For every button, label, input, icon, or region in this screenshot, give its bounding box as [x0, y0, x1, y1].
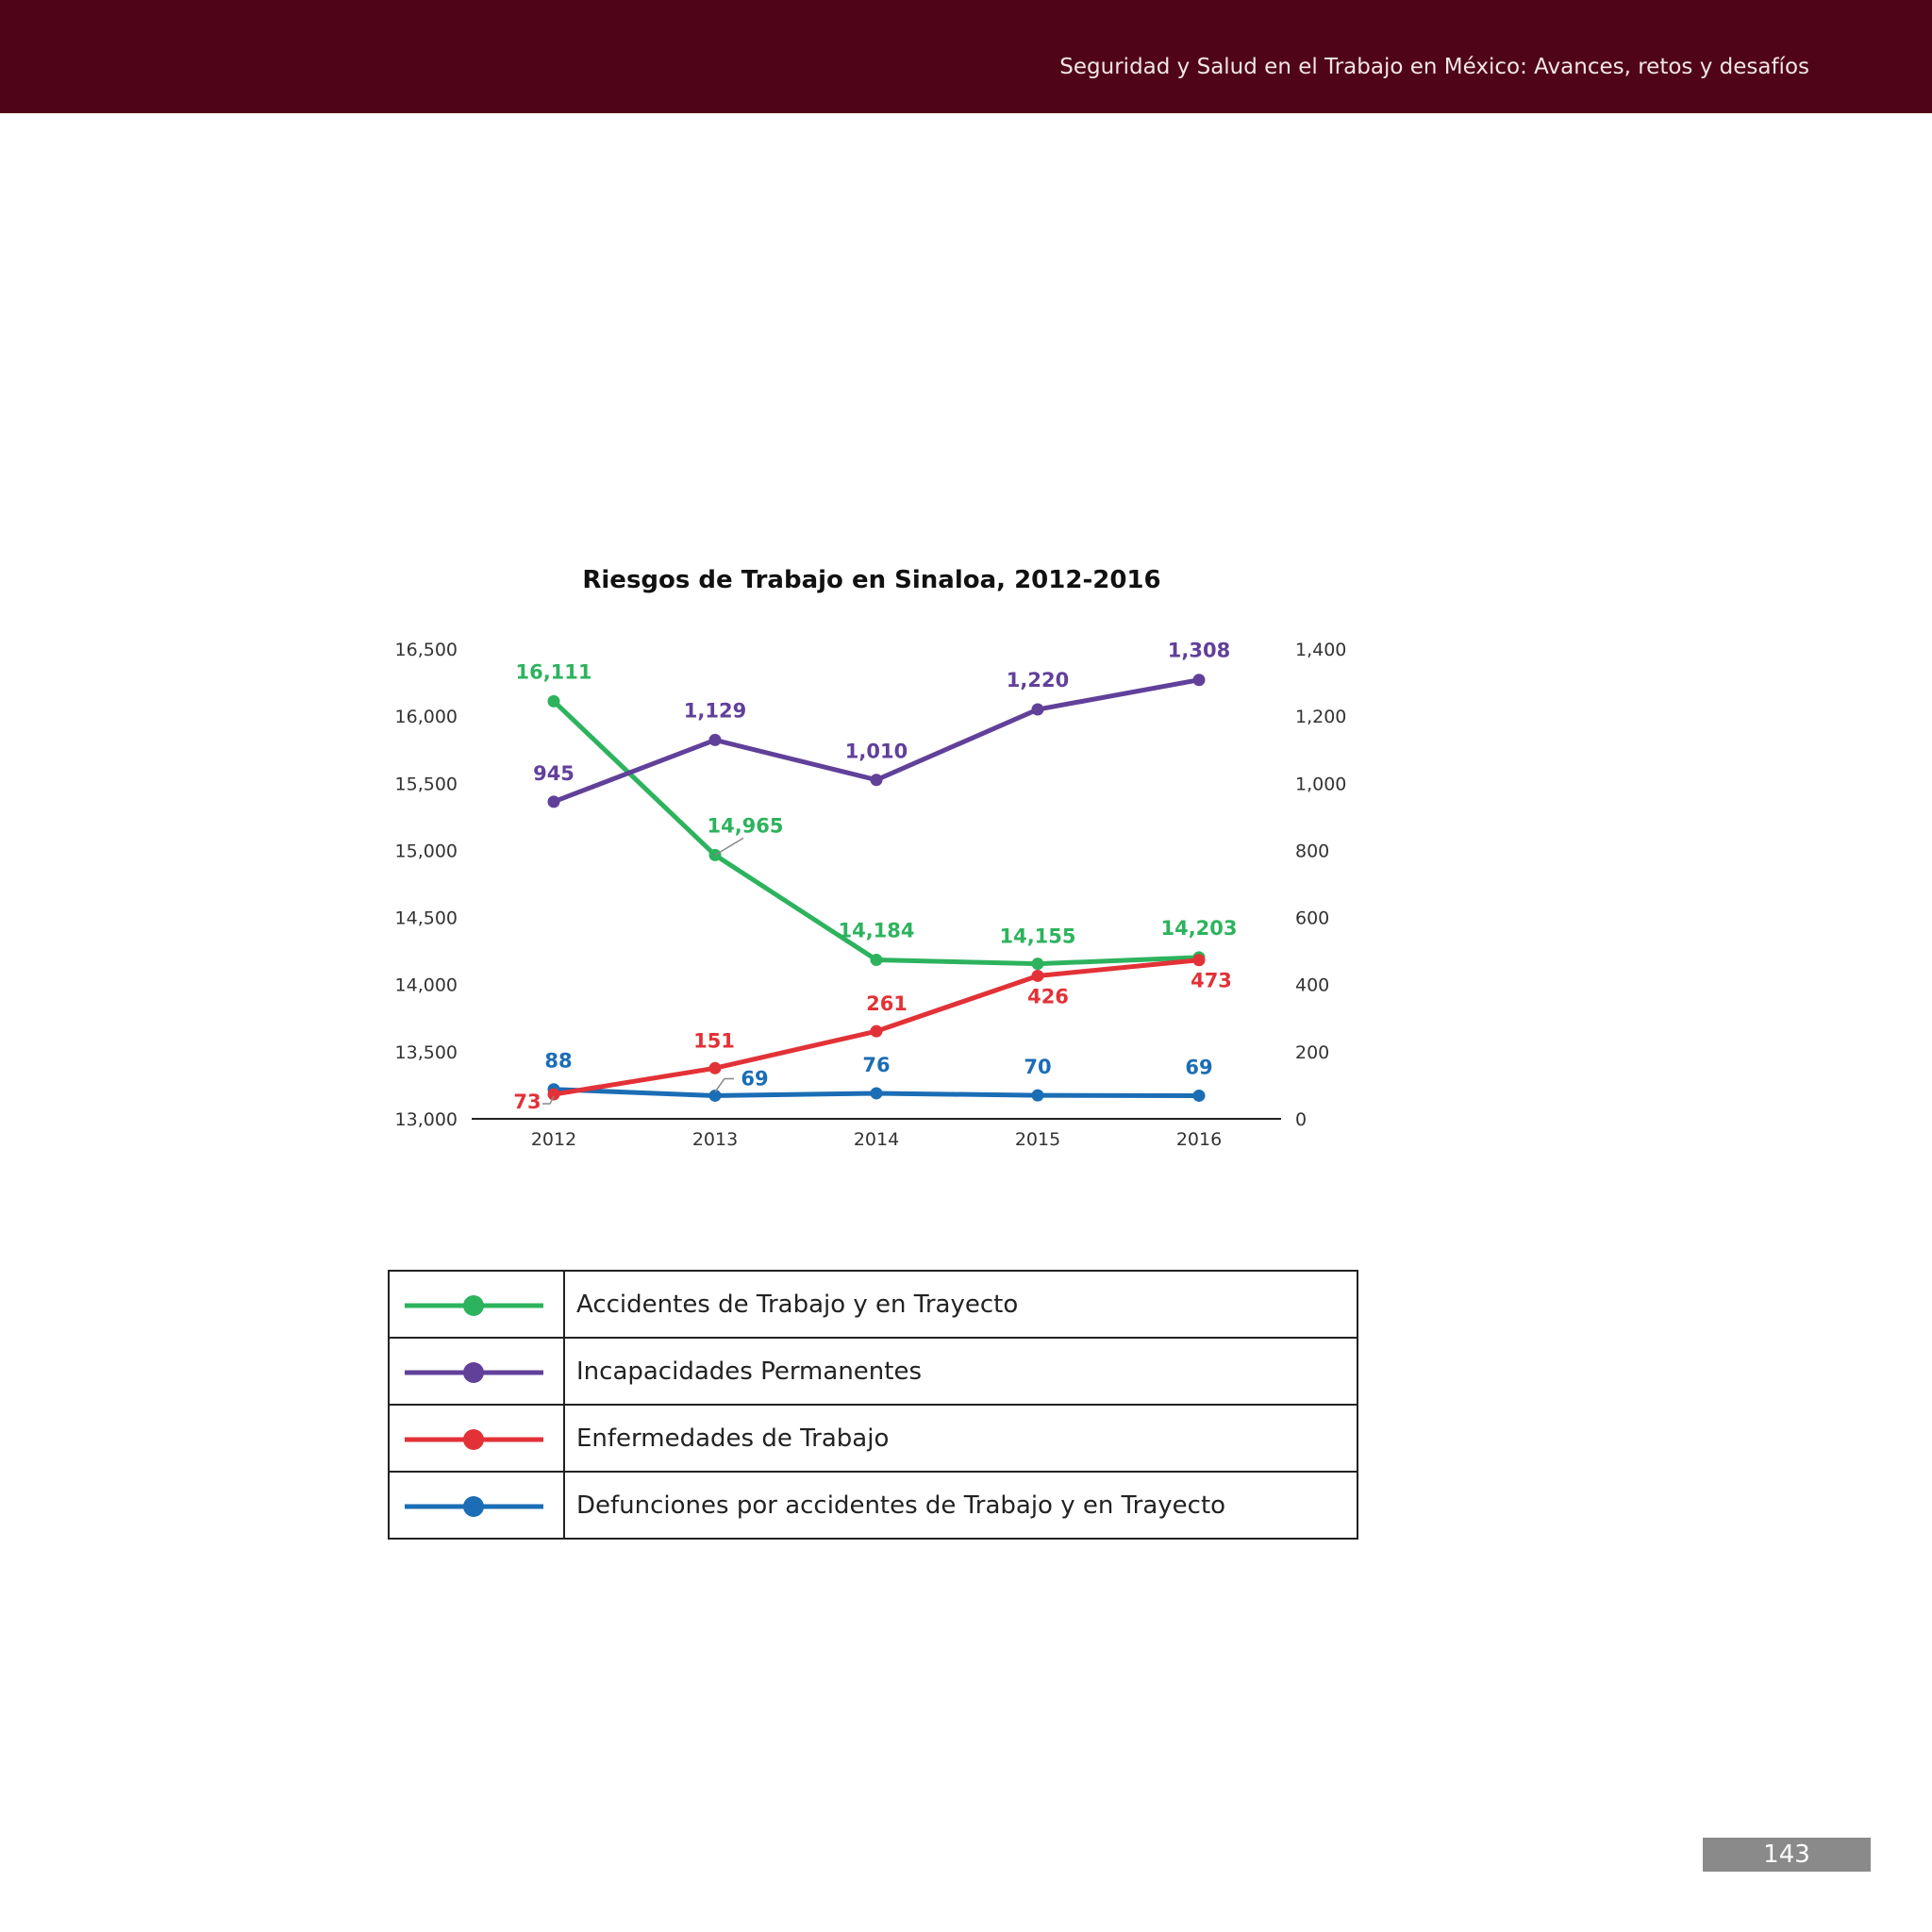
legend-line-marker-icon [390, 1473, 563, 1533]
legend-swatch-dot [463, 1362, 484, 1383]
legend-swatch-incapacidades [389, 1338, 564, 1405]
legend-swatch-accidentes [389, 1271, 564, 1338]
data-point-enfermedades [709, 1062, 722, 1074]
y-right-tick-label: 1,200 [1295, 707, 1347, 728]
y-left-tick-label: 14,500 [394, 908, 458, 929]
legend-line-marker-icon [390, 1272, 563, 1332]
y-left-tick-label: 15,500 [394, 774, 458, 795]
legend-label-incapacidades: Incapacidades Permanentes [564, 1338, 1357, 1405]
data-label-enfermedades: 261 [866, 992, 908, 1016]
data-label-enfermedades: 151 [693, 1029, 735, 1053]
data-label-accidentes: 16,111 [515, 660, 592, 684]
data-point-enfermedades [1193, 954, 1206, 966]
legend-label-accidentes: Accidentes de Trabajo y en Trayecto [564, 1271, 1357, 1338]
y-right-tick-label: 200 [1295, 1041, 1330, 1063]
legend-label-enfermedades: Enfermedades de Trabajo [564, 1405, 1357, 1472]
data-label-enfermedades: 73 [513, 1091, 541, 1114]
data-label-defunciones: 69 [741, 1067, 769, 1091]
y-right-tick-label: 600 [1295, 908, 1330, 929]
data-point-defunciones [871, 1087, 883, 1099]
y-left-tick-label: 13,000 [394, 1109, 458, 1130]
data-point-accidentes [871, 954, 883, 966]
data-label-defunciones: 69 [1185, 1056, 1213, 1079]
legend-swatch-dot [463, 1429, 484, 1450]
data-label-incapacidades: 1,129 [683, 699, 747, 723]
data-point-incapacidades [1032, 704, 1044, 716]
y-left-tick-label: 14,000 [394, 974, 458, 996]
x-tick-label: 2016 [1175, 1129, 1223, 1150]
legend-line-marker-icon [390, 1406, 563, 1466]
data-label-defunciones: 70 [1024, 1056, 1052, 1079]
y-right-tick-label: 1,400 [1295, 640, 1347, 660]
data-label-defunciones: 76 [862, 1053, 891, 1076]
data-label-incapacidades: 1,010 [844, 740, 908, 763]
data-label-accidentes: 14,184 [838, 919, 915, 942]
legend-row-enfermedades [389, 1405, 1357, 1472]
data-point-enfermedades [1032, 970, 1044, 982]
data-point-enfermedades [871, 1025, 883, 1038]
legend-row-defunciones [389, 1472, 1357, 1539]
y-right-tick-label: 400 [1295, 974, 1330, 996]
legend-table [388, 1270, 1358, 1540]
data-label-accidentes: 14,965 [707, 814, 784, 838]
data-label-incapacidades: 1,220 [1006, 669, 1070, 692]
x-tick-label: 2014 [853, 1129, 900, 1150]
page-number: 143 [1703, 1838, 1871, 1872]
legend-row-accidentes [389, 1271, 1357, 1338]
label-leader-line [715, 1078, 734, 1091]
legend-swatch-defunciones [389, 1472, 564, 1539]
legend-swatch-enfermedades [389, 1405, 564, 1472]
y-right-tick-label: 1,000 [1295, 774, 1347, 795]
data-point-incapacidades [709, 734, 722, 746]
data-label-enfermedades: 426 [1027, 985, 1069, 1008]
data-point-enfermedades [548, 1089, 560, 1101]
data-label-incapacidades: 1,308 [1167, 639, 1231, 662]
data-label-enfermedades: 473 [1191, 969, 1232, 992]
y-left-tick-label: 16,000 [394, 707, 458, 728]
data-label-accidentes: 14,155 [999, 924, 1076, 948]
y-left-tick-label: 16,500 [394, 640, 458, 660]
data-label-accidentes: 14,203 [1160, 916, 1238, 940]
data-point-defunciones [1032, 1090, 1044, 1102]
legend-line-marker-icon [390, 1339, 563, 1399]
y-right-tick-label: 800 [1295, 841, 1330, 862]
data-label-incapacidades: 945 [533, 761, 575, 785]
data-point-accidentes [548, 695, 560, 708]
label-leader-line [715, 838, 743, 855]
legend-swatch-dot [463, 1496, 484, 1517]
data-point-incapacidades [1193, 674, 1206, 686]
legend-swatch-dot [463, 1295, 484, 1316]
data-point-incapacidades [548, 795, 560, 808]
y-left-tick-label: 13,500 [394, 1041, 458, 1063]
y-right-tick-label: 0 [1295, 1109, 1307, 1130]
data-point-accidentes [1032, 958, 1044, 970]
y-left-tick-label: 15,000 [394, 841, 458, 862]
data-label-defunciones: 88 [544, 1049, 573, 1073]
legend-label-defunciones: Defunciones por accidentes de Trabajo y en Trayecto [564, 1472, 1357, 1539]
legend-row-incapacidades [389, 1338, 1357, 1405]
x-tick-label: 2012 [530, 1129, 577, 1150]
x-tick-label: 2013 [691, 1129, 739, 1150]
chart-title: Riesgos de Trabajo en Sinaloa, 2012-2016 [582, 566, 1161, 594]
data-point-defunciones [1193, 1090, 1206, 1102]
header-title: Seguridad y Salud en el Trabajo en México: Avances, retos y desafíos [1059, 55, 1809, 79]
data-point-incapacidades [871, 774, 883, 786]
x-tick-label: 2015 [1014, 1129, 1061, 1150]
